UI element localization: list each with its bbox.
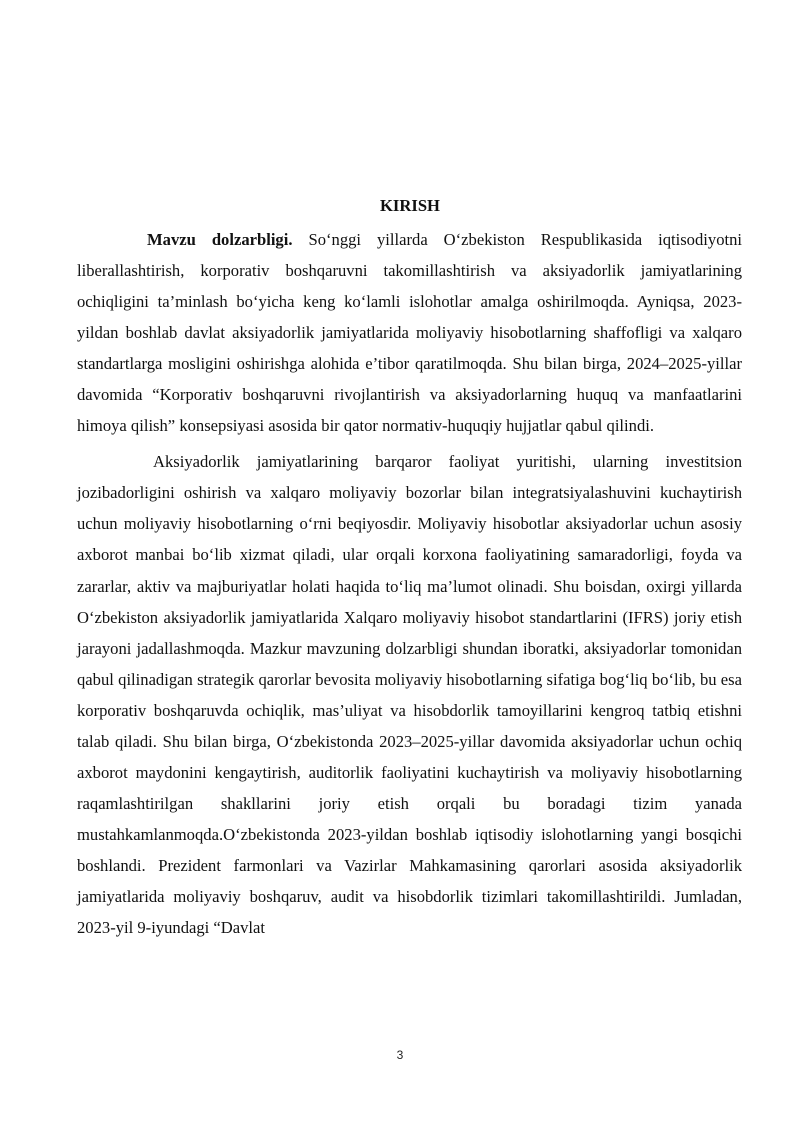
paragraph-relevance-text: So‘nggi yillarda O‘zbekiston Respublikasida iqtisodiyotni liberallashtirish, korporativ boshqaruvni takomillashtirish va aksiyadorlik jamiyatlarining ochiqligini ta’minlash bo‘yicha keng ko‘lamli islohotlar amalga oshirilmoqda. Ayniqsa, 2023-yildan boshlab davlat aksiyadorlik jamiyatlarida moliyaviy hisobotlarning shaffofligi va xalqaro standartlarga mosligini oshirishga alohida e’tibor qaratilmoqda. Shu bilan birga, 2024–2025-yillar davomida “Korporativ boshqaruvni rivojlantirish va aksiyadorlarning huquq va manfaatlarini himoya qilish” konsepsiyasi asosida bir qator normativ-huquqiy hujjatlar qabul qilindi.	[77, 230, 743, 436]
paragraph-relevance	[77, 224, 742, 441]
page-number: 3	[396, 1048, 404, 1062]
paragraph-financial-reports: Aksiyadorlik jamiyatlarining barqaror faoliyat yuritishi, ularning investitsion jozibadorligini oshirish va xalqaro moliyaviy bozorlar bilan integratsiyalashuvini kuchaytirish uchun moliyaviy hisobotlarning o‘rni beqiyosdir. Moliyaviy hisobotlar aksiyadorlar uchun asosiy axborot manbai bo‘lib xizmat qiladi, ular orqali korxona faoliyatining samaradorligi, foyda va zararlar, aktiv va majburiyatlar holati haqida to‘liq ma’lumot olinadi. Shu boisdan, oxirgi yillarda O‘zbekiston aksiyadorlik jamiyatlarida Xalqaro moliyaviy hisobot standartlarini (IFRS) joriy etish jarayoni jadallashmoqda. Mazkur mavzuning dolzarbligi shundan iboratki, aksiyadorlar tomonidan qabul qilinadigan strategik qarorlar bevosita moliyaviy hisobotlarning sifatiga bog‘liq bo‘lib, bu esa korporativ boshqaruvda ochiqlik, mas’uliyat va hisobdorlik tamoyillarini kengroq tatbiq etishni talab qiladi. Shu bilan birga, O‘zbekistonda 2023–2025-yillar davomida aksiyadorlar uchun ochiq axborot maydonini kengaytirish, auditorlik faoliyatini kuchaytirish va moliyaviy hisobotlarning raqamlashtirilgan shakllarini joriy etish orqali bu boradagi tizim yanada mustahkamlanmoqda.O‘zbekistonda 2023-yildan boshlab iqtisodiy islohotlarning yangi bosqichi boshlandi. Prezident farmonlari va Vazirlar Mahkamasining qarorlari asosida aksiyadorlik jamiyatlarida moliyaviy boshqaruv, audit va hisobdorlik tizimlari takomillashtirildi. Jumladan, 2023-yil 9-iyundagi “Davlat	[77, 452, 742, 938]
paragraph-lead: Mavzu dolzarbligi.	[147, 230, 293, 249]
page-content	[77, 192, 742, 943]
section-heading: KIRISH	[380, 196, 440, 215]
